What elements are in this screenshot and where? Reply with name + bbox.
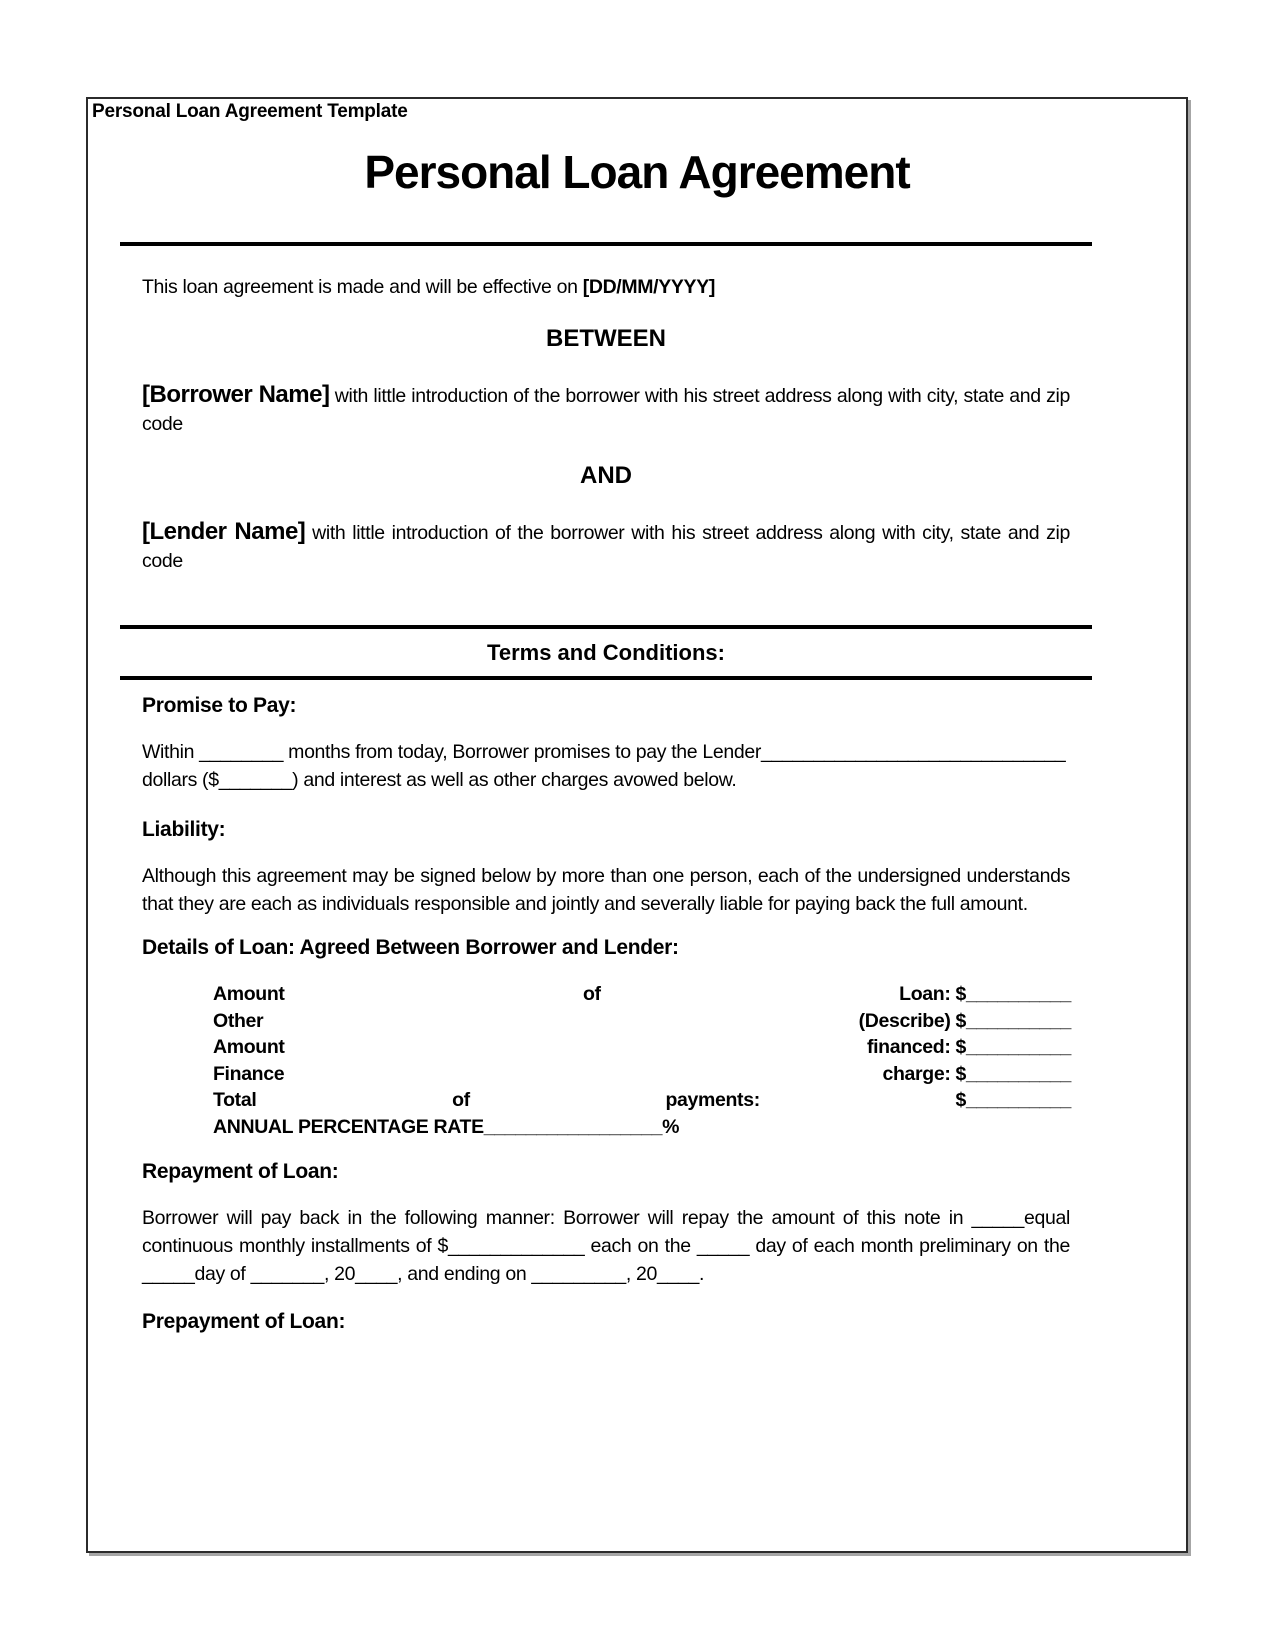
table-cell: Other bbox=[213, 1009, 264, 1032]
intro-text: This loan agreement is made and will be effective on bbox=[142, 276, 578, 298]
between-heading: BETWEEN bbox=[546, 325, 666, 352]
table-row bbox=[213, 1114, 1071, 1141]
table-cell: (Describe) $__________ bbox=[858, 1009, 1071, 1032]
prepayment-heading: Prepayment of Loan: bbox=[142, 1310, 346, 1333]
document-title: Personal Loan Agreement bbox=[364, 146, 910, 198]
page-body bbox=[120, 242, 1092, 1334]
lender-description: with little introduction of the borrower with his street address along with city, state and zip code bbox=[142, 522, 1070, 572]
table-row bbox=[213, 1008, 1071, 1035]
table-cell: Amount bbox=[213, 1036, 285, 1058]
terms-heading: Terms and Conditions: bbox=[487, 640, 725, 665]
table-row bbox=[213, 1034, 1071, 1061]
repayment-body: Borrower will pay back in the following manner: Borrower will repay the amount of this note in _____equal continuous monthly installments of $_____________ each on the _____ day of each month preliminary on the _____day of _______, 20____, and ending on _________, 20____. bbox=[142, 1207, 1070, 1285]
terms-divider-bottom bbox=[120, 676, 1092, 680]
table-cell: Loan: $__________ bbox=[899, 983, 1071, 1005]
and-heading: AND bbox=[580, 462, 632, 489]
table-cell: Total bbox=[213, 1089, 257, 1111]
date-placeholder: [DD/MM/YYYY] bbox=[582, 276, 716, 298]
borrower-paragraph bbox=[142, 381, 1070, 438]
table-cell: Finance bbox=[213, 1062, 285, 1085]
terms-divider-top bbox=[120, 625, 1092, 629]
table-cell: charge: $__________ bbox=[882, 1062, 1071, 1085]
template-header-label: Personal Loan Agreement Template bbox=[92, 101, 408, 122]
table-cell: of bbox=[452, 1089, 470, 1111]
table-cell: Amount bbox=[213, 983, 285, 1005]
promise-to-pay-heading: Promise to Pay: bbox=[142, 694, 297, 717]
table-cell: of bbox=[583, 983, 601, 1005]
repayment-heading: Repayment of Loan: bbox=[142, 1160, 339, 1183]
effective-date-line bbox=[142, 273, 1070, 301]
lender-name-placeholder: [Lender Name] bbox=[142, 518, 306, 545]
borrower-description: with little introduction of the borrower with his street address along with city, state and zip code bbox=[142, 385, 1070, 435]
lender-paragraph bbox=[142, 518, 1070, 575]
table-cell: ANNUAL PERCENTAGE RATE_________________% bbox=[213, 1115, 680, 1138]
table-cell: $__________ bbox=[955, 1089, 1071, 1111]
promise-to-pay-body: Within ________ months from today, Borrower promises to pay the Lender_____________________________ dollars ($_______) and interest as well as other charges avowed below. bbox=[142, 741, 1066, 791]
borrower-name-placeholder: [Borrower Name] bbox=[142, 381, 330, 408]
loan-details-table bbox=[213, 981, 1071, 1140]
liability-body: Although this agreement may be signed below by more than one person, each of the undersigned understands that they are each as individuals responsible and jointly and severally liable for paying back the full amount. bbox=[142, 865, 1070, 915]
liability-heading: Liability: bbox=[142, 818, 226, 841]
page bbox=[86, 97, 1188, 1553]
table-row bbox=[213, 981, 1071, 1008]
title-divider bbox=[120, 242, 1092, 246]
loan-details-heading: Details of Loan: Agreed Between Borrower and Lender: bbox=[142, 936, 679, 959]
table-row bbox=[213, 1087, 1071, 1114]
table-row bbox=[213, 1061, 1071, 1088]
table-cell: payments: bbox=[665, 1089, 760, 1111]
table-cell: financed: $__________ bbox=[866, 1036, 1071, 1058]
